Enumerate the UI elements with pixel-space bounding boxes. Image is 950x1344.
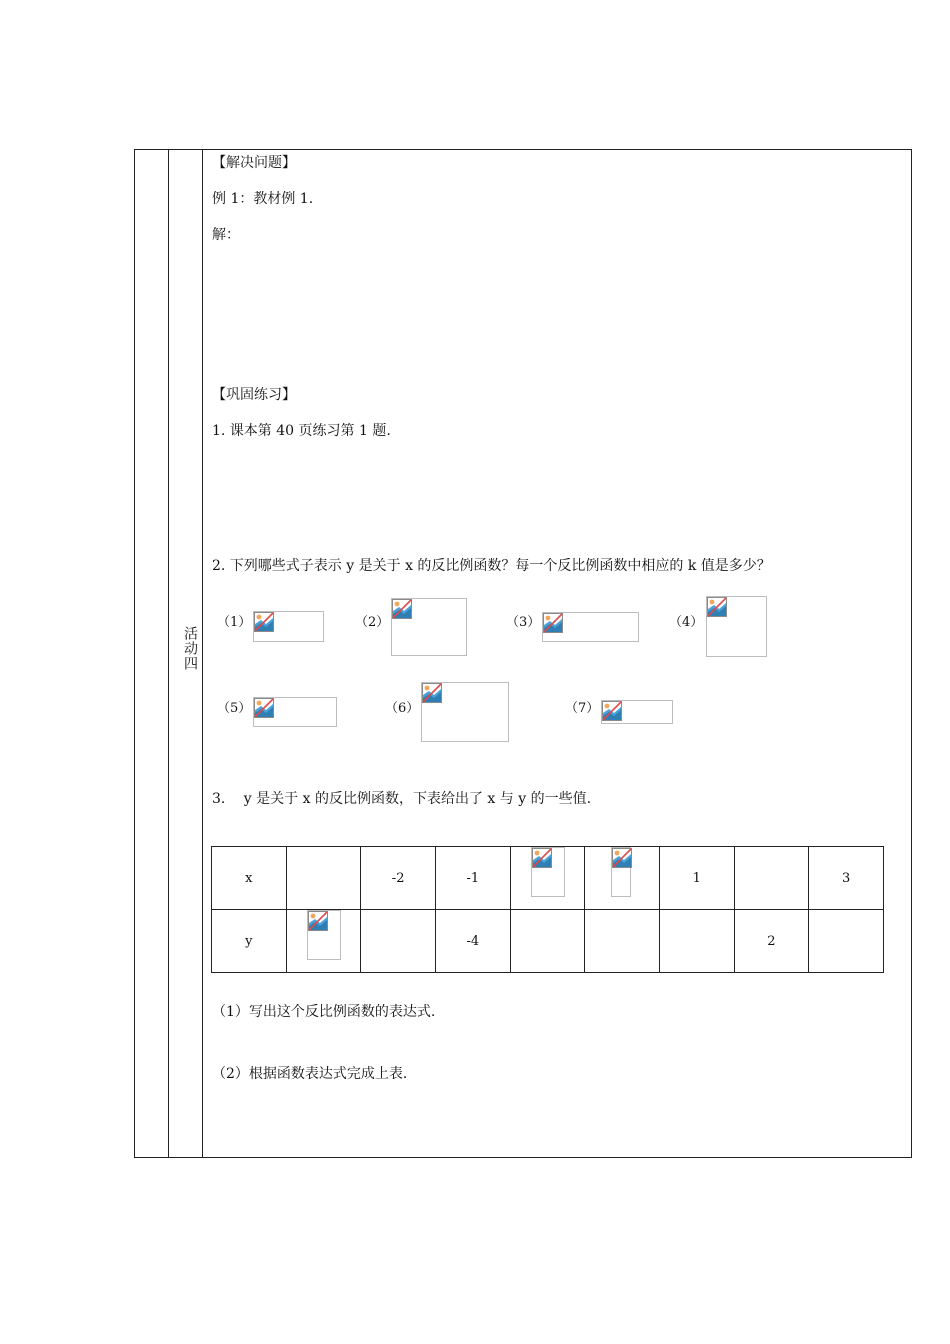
cell-formula-image: [611, 847, 631, 897]
broken-image-icon: [422, 683, 442, 703]
table-cell-formula: [286, 910, 361, 973]
heading-solve-problem: 【解决问题】: [212, 155, 296, 171]
table-cell: 2: [734, 910, 809, 973]
column-divider-1: [168, 149, 169, 1158]
q2-item-4-label: （4）: [669, 615, 704, 630]
table-cell: [659, 910, 734, 973]
broken-image-icon: [612, 848, 632, 868]
table-cell: -2: [361, 847, 436, 910]
broken-image-icon: [707, 597, 727, 617]
q2-item-5-formula: [253, 697, 337, 727]
q2-item-3-label: （3）: [506, 615, 541, 630]
table-cell-formula: [585, 847, 660, 910]
q2-item-7-formula: [601, 700, 673, 724]
q2-item-1-label: （1）: [217, 615, 252, 630]
q2-item-7-label: （7）: [565, 701, 600, 716]
table-cell: [361, 910, 436, 973]
q2-item-2-label: （2）: [355, 615, 390, 630]
activity-label: 活动四: [182, 626, 198, 671]
broken-image-icon: [308, 911, 328, 931]
broken-image-icon: [532, 848, 552, 868]
table-cell: 1: [659, 847, 734, 910]
table-cell: y: [212, 910, 287, 973]
table-cell: [734, 847, 809, 910]
xy-values-table: [211, 846, 884, 973]
table-cell: -1: [435, 847, 510, 910]
table-cell: -4: [435, 910, 510, 973]
table-row-y: [212, 910, 884, 973]
question-2: 2. 下列哪些式子表示 y 是关于 x 的反比例函数？每一个反比例函数中相应的 k 值是多少？: [212, 558, 771, 574]
question-3: 3. y 是关于 x 的反比例函数，下表给出了 x 与 y 的一些值.: [212, 791, 592, 807]
broken-image-icon: [392, 599, 412, 619]
broken-image-icon: [602, 701, 622, 721]
broken-image-icon: [543, 613, 563, 633]
table-cell: [809, 910, 884, 973]
q2-item-3-formula: [542, 612, 639, 642]
solution-label: 解：: [212, 227, 240, 243]
table-cell: [510, 910, 585, 973]
question-3-part-1: （1）写出这个反比例函数的表达式.: [212, 1004, 436, 1020]
table-cell: x: [212, 847, 287, 910]
table-cell: [286, 847, 361, 910]
example-line: 例 1：教材例 1.: [212, 191, 314, 207]
q2-item-6-label: （6）: [385, 701, 420, 716]
column-divider-2: [202, 149, 203, 1158]
q2-item-1-formula: [253, 611, 324, 642]
q2-item-2-formula: [391, 598, 467, 656]
broken-image-icon: [254, 698, 274, 718]
question-3-part-2: （2）根据函数表达式完成上表.: [212, 1066, 408, 1082]
cell-formula-image: [531, 847, 565, 897]
q2-item-6-formula: [421, 682, 509, 742]
broken-image-icon: [254, 612, 274, 632]
q2-item-4-formula: [706, 596, 767, 657]
cell-formula-image: [307, 910, 341, 960]
heading-practice: 【巩固练习】: [212, 387, 296, 403]
question-1: 1. 课本第 40 页练习第 1 题.: [212, 423, 391, 439]
table-cell: [585, 910, 660, 973]
q2-item-5-label: （5）: [217, 701, 252, 716]
table-row-x: [212, 847, 884, 910]
table-cell: 3: [809, 847, 884, 910]
table-cell-formula: [510, 847, 585, 910]
